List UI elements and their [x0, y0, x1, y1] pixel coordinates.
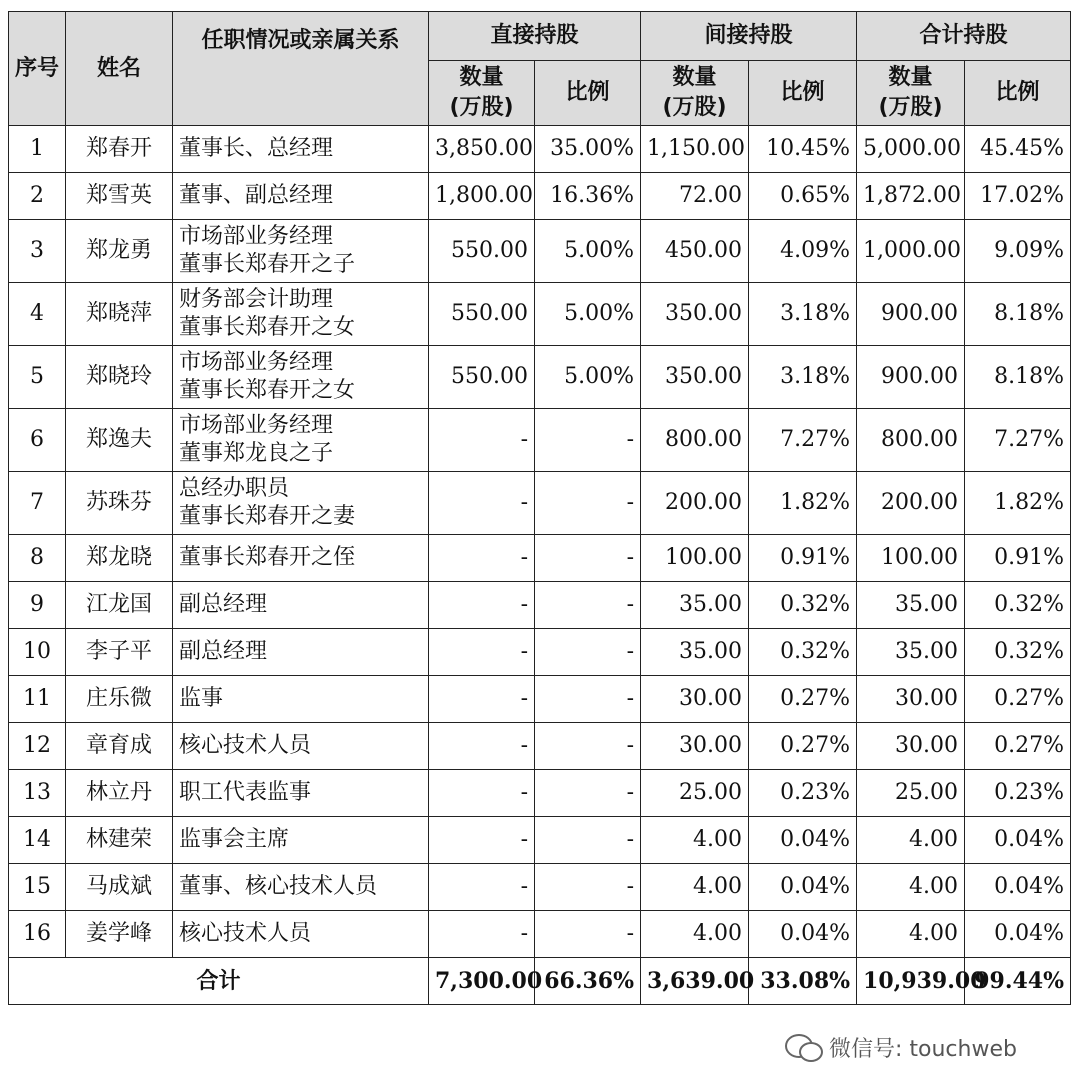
row-indirect-qty: 350.00	[641, 283, 749, 346]
row-total-ratio: 0.04%	[965, 817, 1071, 864]
row-role: 监事	[173, 676, 429, 723]
row-indirect-ratio: 0.65%	[749, 173, 857, 220]
row-direct-ratio: 16.36%	[535, 173, 641, 220]
row-total-qty: 35.00	[857, 629, 965, 676]
row-direct-ratio: -	[535, 676, 641, 723]
row-total-qty: 4.00	[857, 911, 965, 958]
header-direct: 直接持股	[429, 12, 641, 61]
row-indirect-ratio: 3.18%	[749, 283, 857, 346]
row-direct-ratio: -	[535, 409, 641, 472]
row-direct-qty: 1,800.00	[429, 173, 535, 220]
watermark-text: 微信号: touchweb	[829, 1036, 1017, 1062]
total-total-ratio: 99.44%	[965, 958, 1071, 1005]
row-total-ratio: 1.82%	[965, 472, 1071, 535]
header-group-row	[9, 12, 1071, 61]
header-indirect: 间接持股	[641, 12, 857, 61]
row-indirect-qty: 100.00	[641, 535, 749, 582]
row-seq: 13	[9, 770, 66, 817]
row-indirect-qty: 200.00	[641, 472, 749, 535]
row-name: 郑晓萍	[66, 283, 173, 346]
row-name: 林建荣	[66, 817, 173, 864]
row-direct-ratio: -	[535, 770, 641, 817]
table-row	[9, 676, 1071, 723]
row-total-ratio: 9.09%	[965, 220, 1071, 283]
row-total-qty: 30.00	[857, 723, 965, 770]
row-name: 郑龙晓	[66, 535, 173, 582]
row-indirect-qty: 4.00	[641, 911, 749, 958]
row-total-qty: 1,872.00	[857, 173, 965, 220]
row-indirect-ratio: 0.91%	[749, 535, 857, 582]
total-indirect-qty: 3,639.00	[641, 958, 749, 1005]
row-total-ratio: 0.32%	[965, 582, 1071, 629]
row-direct-ratio: 35.00%	[535, 126, 641, 173]
row-direct-ratio: 5.00%	[535, 220, 641, 283]
table-row	[9, 770, 1071, 817]
row-name: 郑晓玲	[66, 346, 173, 409]
row-seq: 8	[9, 535, 66, 582]
row-indirect-ratio: 0.32%	[749, 582, 857, 629]
row-seq: 9	[9, 582, 66, 629]
row-direct-ratio: -	[535, 911, 641, 958]
header-seq: 序号	[9, 12, 66, 126]
row-seq: 2	[9, 173, 66, 220]
row-direct-qty: 550.00	[429, 346, 535, 409]
row-name: 苏珠芬	[66, 472, 173, 535]
row-total-qty: 30.00	[857, 676, 965, 723]
row-indirect-qty: 800.00	[641, 409, 749, 472]
total-direct-ratio: 66.36%	[535, 958, 641, 1005]
row-seq: 3	[9, 220, 66, 283]
row-name: 郑逸夫	[66, 409, 173, 472]
row-indirect-ratio: 0.23%	[749, 770, 857, 817]
header-role: 任职情况或亲属关系	[173, 12, 429, 126]
row-direct-ratio: 5.00%	[535, 283, 641, 346]
table-row	[9, 723, 1071, 770]
row-indirect-qty: 30.00	[641, 676, 749, 723]
header-name: 姓名	[66, 12, 173, 126]
table-row	[9, 864, 1071, 911]
row-direct-qty: -	[429, 723, 535, 770]
header-total-ratio: 比例	[965, 61, 1071, 126]
table-row	[9, 409, 1071, 472]
row-total-qty: 900.00	[857, 346, 965, 409]
row-total-ratio: 0.04%	[965, 911, 1071, 958]
row-total-ratio: 17.02%	[965, 173, 1071, 220]
row-indirect-qty: 4.00	[641, 864, 749, 911]
row-name: 李子平	[66, 629, 173, 676]
row-name: 庄乐微	[66, 676, 173, 723]
row-role: 财务部会计助理 董事长郑春开之女	[173, 283, 429, 346]
row-total-ratio: 0.27%	[965, 723, 1071, 770]
header-total: 合计持股	[857, 12, 1071, 61]
row-direct-qty: -	[429, 911, 535, 958]
row-direct-ratio: -	[535, 864, 641, 911]
row-role: 副总经理	[173, 582, 429, 629]
row-total-qty: 5,000.00	[857, 126, 965, 173]
table-row	[9, 173, 1071, 220]
row-role: 副总经理	[173, 629, 429, 676]
row-total-qty: 200.00	[857, 472, 965, 535]
shareholding-table	[8, 11, 1071, 1005]
row-indirect-qty: 1,150.00	[641, 126, 749, 173]
row-indirect-qty: 450.00	[641, 220, 749, 283]
row-direct-qty: 550.00	[429, 220, 535, 283]
row-indirect-ratio: 0.04%	[749, 864, 857, 911]
table-row	[9, 220, 1071, 283]
row-direct-ratio: -	[535, 472, 641, 535]
row-indirect-ratio: 0.04%	[749, 911, 857, 958]
total-label: 合计	[9, 958, 429, 1005]
total-indirect-ratio: 33.08%	[749, 958, 857, 1005]
row-total-qty: 25.00	[857, 770, 965, 817]
row-total-qty: 1,000.00	[857, 220, 965, 283]
row-direct-ratio: 5.00%	[535, 346, 641, 409]
row-seq: 15	[9, 864, 66, 911]
row-indirect-ratio: 0.27%	[749, 723, 857, 770]
row-direct-qty: -	[429, 629, 535, 676]
row-indirect-ratio: 0.32%	[749, 629, 857, 676]
row-role: 职工代表监事	[173, 770, 429, 817]
table-row	[9, 346, 1071, 409]
row-total-qty: 100.00	[857, 535, 965, 582]
row-total-qty: 800.00	[857, 409, 965, 472]
row-total-ratio: 0.04%	[965, 864, 1071, 911]
row-role: 董事、核心技术人员	[173, 864, 429, 911]
row-seq: 5	[9, 346, 66, 409]
row-seq: 6	[9, 409, 66, 472]
row-seq: 1	[9, 126, 66, 173]
row-indirect-qty: 35.00	[641, 629, 749, 676]
row-name: 郑春开	[66, 126, 173, 173]
header-direct-ratio: 比例	[535, 61, 641, 126]
row-direct-qty: -	[429, 864, 535, 911]
header-indirect-qty: 数量 (万股)	[641, 61, 749, 126]
row-total-ratio: 8.18%	[965, 283, 1071, 346]
row-direct-ratio: -	[535, 535, 641, 582]
row-direct-qty: 550.00	[429, 283, 535, 346]
row-direct-qty: -	[429, 535, 535, 582]
row-direct-qty: 3,850.00	[429, 126, 535, 173]
row-direct-qty: -	[429, 472, 535, 535]
row-seq: 14	[9, 817, 66, 864]
watermark	[785, 1030, 1017, 1064]
row-indirect-qty: 72.00	[641, 173, 749, 220]
row-total-ratio: 0.32%	[965, 629, 1071, 676]
row-indirect-qty: 30.00	[641, 723, 749, 770]
row-total-qty: 900.00	[857, 283, 965, 346]
row-role: 市场部业务经理 董事长郑春开之子	[173, 220, 429, 283]
row-role: 市场部业务经理 董事郑龙良之子	[173, 409, 429, 472]
table-row	[9, 817, 1071, 864]
row-indirect-ratio: 4.09%	[749, 220, 857, 283]
row-role: 核心技术人员	[173, 723, 429, 770]
row-direct-ratio: -	[535, 723, 641, 770]
row-seq: 4	[9, 283, 66, 346]
header-indirect-ratio: 比例	[749, 61, 857, 126]
row-total-ratio: 7.27%	[965, 409, 1071, 472]
row-total-ratio: 0.91%	[965, 535, 1071, 582]
row-seq: 16	[9, 911, 66, 958]
row-role: 董事、副总经理	[173, 173, 429, 220]
row-direct-qty: -	[429, 770, 535, 817]
row-name: 林立丹	[66, 770, 173, 817]
row-seq: 7	[9, 472, 66, 535]
row-seq: 10	[9, 629, 66, 676]
row-indirect-ratio: 10.45%	[749, 126, 857, 173]
table-row	[9, 472, 1071, 535]
header-direct-qty: 数量 (万股)	[429, 61, 535, 126]
row-name: 姜学峰	[66, 911, 173, 958]
wechat-icon	[785, 1032, 823, 1062]
row-name: 章育成	[66, 723, 173, 770]
header-total-qty: 数量 (万股)	[857, 61, 965, 126]
row-indirect-qty: 350.00	[641, 346, 749, 409]
row-direct-qty: -	[429, 817, 535, 864]
row-name: 江龙国	[66, 582, 173, 629]
total-direct-qty: 7,300.00	[429, 958, 535, 1005]
table-row	[9, 535, 1071, 582]
row-seq: 11	[9, 676, 66, 723]
row-total-ratio: 8.18%	[965, 346, 1071, 409]
row-direct-qty: -	[429, 676, 535, 723]
row-role: 监事会主席	[173, 817, 429, 864]
row-indirect-qty: 25.00	[641, 770, 749, 817]
row-total-qty: 4.00	[857, 864, 965, 911]
table-row	[9, 283, 1071, 346]
row-total-ratio: 0.27%	[965, 676, 1071, 723]
row-name: 郑雪英	[66, 173, 173, 220]
row-role: 核心技术人员	[173, 911, 429, 958]
total-total-qty: 10,939.00	[857, 958, 965, 1005]
row-total-ratio: 45.45%	[965, 126, 1071, 173]
row-role: 总经办职员 董事长郑春开之妻	[173, 472, 429, 535]
row-indirect-ratio: 7.27%	[749, 409, 857, 472]
row-total-ratio: 0.23%	[965, 770, 1071, 817]
row-direct-qty: -	[429, 409, 535, 472]
table-row	[9, 629, 1071, 676]
row-indirect-qty: 4.00	[641, 817, 749, 864]
table-row	[9, 582, 1071, 629]
row-indirect-ratio: 0.27%	[749, 676, 857, 723]
row-indirect-ratio: 3.18%	[749, 346, 857, 409]
row-direct-ratio: -	[535, 629, 641, 676]
row-direct-ratio: -	[535, 582, 641, 629]
row-direct-ratio: -	[535, 817, 641, 864]
row-role: 董事长郑春开之侄	[173, 535, 429, 582]
table-row	[9, 126, 1071, 173]
row-total-qty: 4.00	[857, 817, 965, 864]
total-row	[9, 958, 1071, 1005]
row-name: 郑龙勇	[66, 220, 173, 283]
row-direct-qty: -	[429, 582, 535, 629]
row-indirect-qty: 35.00	[641, 582, 749, 629]
row-role: 董事长、总经理	[173, 126, 429, 173]
row-seq: 12	[9, 723, 66, 770]
table-row	[9, 911, 1071, 958]
row-indirect-ratio: 0.04%	[749, 817, 857, 864]
row-name: 马成斌	[66, 864, 173, 911]
row-total-qty: 35.00	[857, 582, 965, 629]
table-body	[9, 126, 1071, 958]
row-indirect-ratio: 1.82%	[749, 472, 857, 535]
row-role: 市场部业务经理 董事长郑春开之女	[173, 346, 429, 409]
